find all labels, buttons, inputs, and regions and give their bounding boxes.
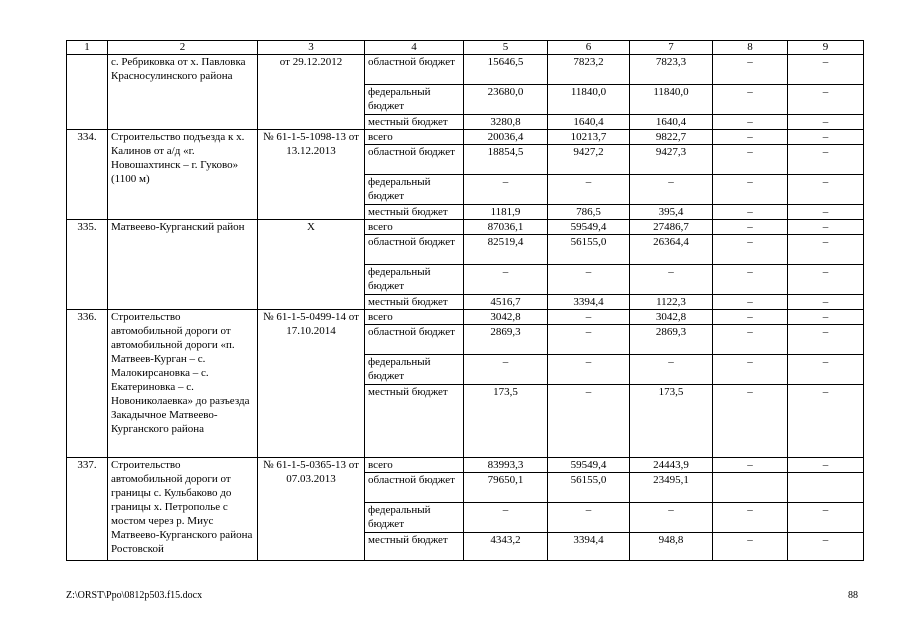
value-cell-v7: 948,8 [630, 533, 713, 561]
item-number: 335. [67, 220, 108, 310]
value-cell-v6: 59549,4 [548, 220, 630, 235]
column-header: 8 [713, 41, 788, 55]
table-row [67, 130, 864, 145]
value-cell-v7: 9822,7 [630, 130, 713, 145]
funding-source: областной бюджет [365, 235, 464, 265]
funding-source: областной бюджет [365, 473, 464, 503]
value-cell-v8: – [713, 175, 788, 205]
column-header: 4 [365, 41, 464, 55]
item-number: 337. [67, 458, 108, 561]
value-cell-v5: 4516,7 [464, 295, 548, 310]
value-cell-v6: – [548, 325, 630, 355]
funding-source: всего [365, 130, 464, 145]
value-cell-v9: – [788, 145, 864, 175]
funding-source: всего [365, 220, 464, 235]
funding-source: федеральный бюджет [365, 85, 464, 115]
item-document: № 61-1-5-0499-14 от 17.10.2014 [258, 310, 365, 458]
footer-page-number: 88 [848, 590, 858, 601]
value-cell-v9: – [788, 355, 864, 385]
value-cell-v5: 4343,2 [464, 533, 548, 561]
value-cell-v8: – [713, 355, 788, 385]
value-cell-v7: – [630, 175, 713, 205]
item-document: № 61-1-5-1098-13 от 13.12.2013 [258, 130, 365, 220]
value-cell-v9: – [788, 325, 864, 355]
value-cell-v8: – [713, 205, 788, 220]
funding-source: областной бюджет [365, 55, 464, 85]
value-cell-v6: 11840,0 [548, 85, 630, 115]
value-cell-v9 [788, 473, 864, 503]
funding-source: федеральный бюджет [365, 265, 464, 295]
value-cell-v6: – [548, 503, 630, 533]
value-cell-v7: 1122,3 [630, 295, 713, 310]
value-cell-v6: 786,5 [548, 205, 630, 220]
value-cell-v5: – [464, 355, 548, 385]
table-row [67, 220, 864, 235]
column-header: 6 [548, 41, 630, 55]
value-cell-v8: – [713, 295, 788, 310]
funding-source: федеральный бюджет [365, 503, 464, 533]
item-name: Строительство автомобильной дороги от автомобильной дороги «п. Матвеев-Курган – с. Малокирсановка – с. Екатериновка – с. Новониколаевка» до разъезда Закадычное Матвеево-Курганского района [108, 310, 258, 458]
value-cell-v9: – [788, 130, 864, 145]
value-cell-v8 [713, 473, 788, 503]
value-cell-v7: – [630, 355, 713, 385]
item-name: Матвеево-Курганский район [108, 220, 258, 310]
value-cell-v6: 1640,4 [548, 115, 630, 130]
value-cell-v8: – [713, 385, 788, 458]
value-cell-v8: – [713, 145, 788, 175]
item-name: Строительство автомобильной дороги от границы с. Кульбаково до границы х. Петрополье с мостом через р. Миус Матвеево-Курганского района Ростовской [108, 458, 258, 561]
column-number-row [67, 41, 864, 55]
value-cell-v7: 3042,8 [630, 310, 713, 325]
value-cell-v7: – [630, 503, 713, 533]
value-cell-v8: – [713, 55, 788, 85]
value-cell-v7: 9427,3 [630, 145, 713, 175]
value-cell-v7: 23495,1 [630, 473, 713, 503]
value-cell-v9: – [788, 235, 864, 265]
funding-source: местный бюджет [365, 295, 464, 310]
value-cell-v7: 173,5 [630, 385, 713, 458]
funding-source: федеральный бюджет [365, 175, 464, 205]
value-cell-v5: – [464, 503, 548, 533]
value-cell-v8: – [713, 220, 788, 235]
value-cell-v8: – [713, 235, 788, 265]
item-number: 336. [67, 310, 108, 458]
value-cell-v6: 10213,7 [548, 130, 630, 145]
value-cell-v9: – [788, 220, 864, 235]
value-cell-v8: – [713, 458, 788, 473]
value-cell-v9: – [788, 310, 864, 325]
value-cell-v5: 79650,1 [464, 473, 548, 503]
value-cell-v5: 15646,5 [464, 55, 548, 85]
value-cell-v9: – [788, 205, 864, 220]
item-number: 334. [67, 130, 108, 220]
budget-table [66, 40, 864, 561]
funding-source: областной бюджет [365, 145, 464, 175]
value-cell-v9: – [788, 295, 864, 310]
value-cell-v6: 56155,0 [548, 473, 630, 503]
value-cell-v5: – [464, 175, 548, 205]
value-cell-v5: 83993,3 [464, 458, 548, 473]
value-cell-v9: – [788, 503, 864, 533]
column-header: 5 [464, 41, 548, 55]
value-cell-v5: 2869,3 [464, 325, 548, 355]
value-cell-v7: 2869,3 [630, 325, 713, 355]
item-document: от 29.12.2012 [258, 55, 365, 130]
value-cell-v8: – [713, 503, 788, 533]
value-cell-v9: – [788, 85, 864, 115]
value-cell-v7: 27486,7 [630, 220, 713, 235]
value-cell-v6: – [548, 385, 630, 458]
item-name: Строительство подъезда к х. Калинов от а/д «г. Новошахтинск – г. Гуково» (1100 м) [108, 130, 258, 220]
table-row [67, 310, 864, 325]
funding-source: местный бюджет [365, 533, 464, 561]
value-cell-v5: – [464, 265, 548, 295]
value-cell-v7: 1640,4 [630, 115, 713, 130]
value-cell-v5: 23680,0 [464, 85, 548, 115]
item-name: с. Ребриковка от х. Павловка Красносулинского района [108, 55, 258, 130]
value-cell-v8: – [713, 115, 788, 130]
table-row [67, 458, 864, 473]
value-cell-v9: – [788, 115, 864, 130]
value-cell-v9: – [788, 458, 864, 473]
value-cell-v7: 26364,4 [630, 235, 713, 265]
value-cell-v5: 3042,8 [464, 310, 548, 325]
item-document: Х [258, 220, 365, 310]
column-header: 3 [258, 41, 365, 55]
value-cell-v5: 20036,4 [464, 130, 548, 145]
value-cell-v9: – [788, 175, 864, 205]
value-cell-v8: – [713, 265, 788, 295]
value-cell-v5: 3280,8 [464, 115, 548, 130]
value-cell-v8: – [713, 325, 788, 355]
value-cell-v5: 82519,4 [464, 235, 548, 265]
value-cell-v6: – [548, 175, 630, 205]
table-body [67, 55, 864, 561]
value-cell-v8: – [713, 130, 788, 145]
value-cell-v6: 7823,2 [548, 55, 630, 85]
value-cell-v5: 87036,1 [464, 220, 548, 235]
funding-source: местный бюджет [365, 115, 464, 130]
value-cell-v8: – [713, 85, 788, 115]
value-cell-v8: – [713, 533, 788, 561]
value-cell-v9: – [788, 533, 864, 561]
value-cell-v6: 3394,4 [548, 533, 630, 561]
table-row [67, 55, 864, 85]
footer-file-path: Z:\ORST\Ppo\0812p503.f15.docx [66, 590, 203, 601]
value-cell-v9: – [788, 385, 864, 458]
item-document: № 61-1-5-0365-13 от 07.03.2013 [258, 458, 365, 561]
value-cell-v7: 24443,9 [630, 458, 713, 473]
value-cell-v7: – [630, 265, 713, 295]
value-cell-v7: 395,4 [630, 205, 713, 220]
item-number [67, 55, 108, 130]
value-cell-v7: 7823,3 [630, 55, 713, 85]
value-cell-v9: – [788, 55, 864, 85]
value-cell-v8: – [713, 310, 788, 325]
funding-source: всего [365, 458, 464, 473]
funding-source: местный бюджет [365, 205, 464, 220]
funding-source: всего [365, 310, 464, 325]
value-cell-v7: 11840,0 [630, 85, 713, 115]
value-cell-v6: 3394,4 [548, 295, 630, 310]
value-cell-v5: 18854,5 [464, 145, 548, 175]
value-cell-v6: – [548, 355, 630, 385]
value-cell-v6: 56155,0 [548, 235, 630, 265]
value-cell-v6: 59549,4 [548, 458, 630, 473]
value-cell-v6: 9427,2 [548, 145, 630, 175]
column-header: 7 [630, 41, 713, 55]
funding-source: федеральный бюджет [365, 355, 464, 385]
column-header: 1 [67, 41, 108, 55]
funding-source: областной бюджет [365, 325, 464, 355]
column-header: 9 [788, 41, 864, 55]
value-cell-v5: 173,5 [464, 385, 548, 458]
value-cell-v5: 1181,9 [464, 205, 548, 220]
value-cell-v6: – [548, 310, 630, 325]
funding-source: местный бюджет [365, 385, 464, 458]
value-cell-v6: – [548, 265, 630, 295]
value-cell-v9: – [788, 265, 864, 295]
column-header: 2 [108, 41, 258, 55]
